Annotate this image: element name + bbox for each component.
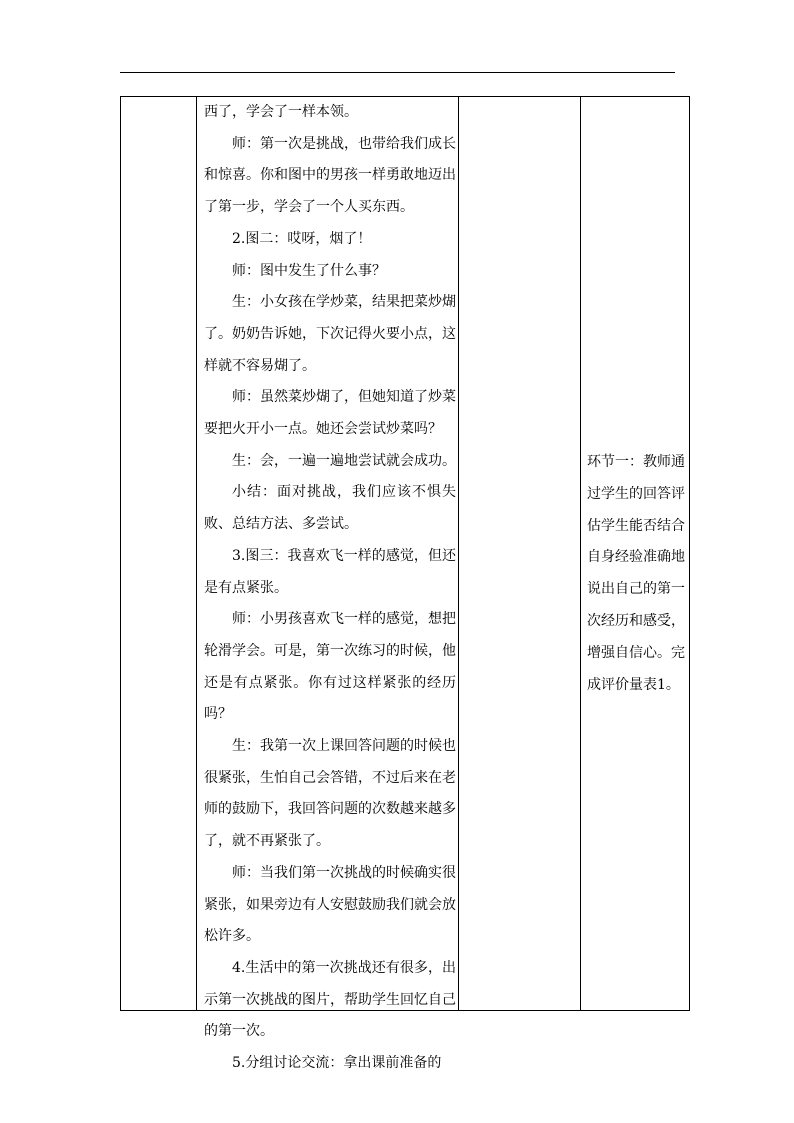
evaluation-cell [587,447,685,701]
column-divider-3 [580,97,581,1010]
step-four-paragraph: 4.生活中的第一次挑战还有很多，出示第一次挑战的图片，帮助学生回忆自己的第一次。 [204,959,456,1040]
teacher-question-1: 师：图中发生了什么事？ [232,262,386,279]
column-divider-2 [458,97,459,1010]
picture-two-heading: 2.图二：哎呀，烟了！ [232,230,372,247]
teacher-remark-4: 师：当我们第一次挑战的时候确实很紧张，如果旁边有人安慰鼓励我们就会放松许多。 [204,864,456,945]
student-answer-2: 生：会，一遍一遍地尝试就会成功。 [232,452,456,469]
header-rule [120,72,675,73]
teaching-process-cell [204,97,456,1080]
picture-three-heading: 3.图三：我喜欢飞一样的感觉，但还是有点紧张。 [204,547,456,596]
summary-paragraph: 小结：面对挑战，我们应该不惧失败、总结方法、多尝试。 [204,484,456,533]
paragraph-continuation: 西了，学会了一样本领。 [204,104,358,120]
teacher-remark-1: 师：第一次是挑战，也带给我们成长和惊喜。你和图中的男孩一样勇敢地迈出了第一步，学会了一个人买东西。 [204,135,456,216]
student-answer-3: 生：我第一次上课回答问题的时候也很紧张，生怕自己会答错，不过后来在老师的鼓励下，我回答问题的次数越来越多了，就不再紧张了。 [204,738,456,850]
step-five-paragraph: 5.分组讨论交流：拿出课前准备的 [232,1055,442,1072]
evaluation-text: 环节一：教师通过学生的回答评估学生能否结合自身经验准确地说出自己的第一次经历和感受，增强自信心。完成评价量表1。 [587,454,685,693]
lesson-plan-table [120,96,690,1072]
teacher-remark-3: 师：小男孩喜欢飞一样的感觉，想把轮滑学会。可是，第一次练习的时候，他还是有点紧张。你有过这样紧张的经历吗？ [204,611,456,723]
column-divider-1 [196,97,197,1010]
teacher-remark-2: 师：虽然菜炒煳了，但她知道了炒菜要把火开小一点。她还会尝试炒菜吗？ [204,389,456,438]
student-answer-1: 生：小女孩在学炒菜，结果把菜炒煳了。奶奶告诉她，下次记得火要小点，这样就不容易煳了。 [204,294,456,374]
